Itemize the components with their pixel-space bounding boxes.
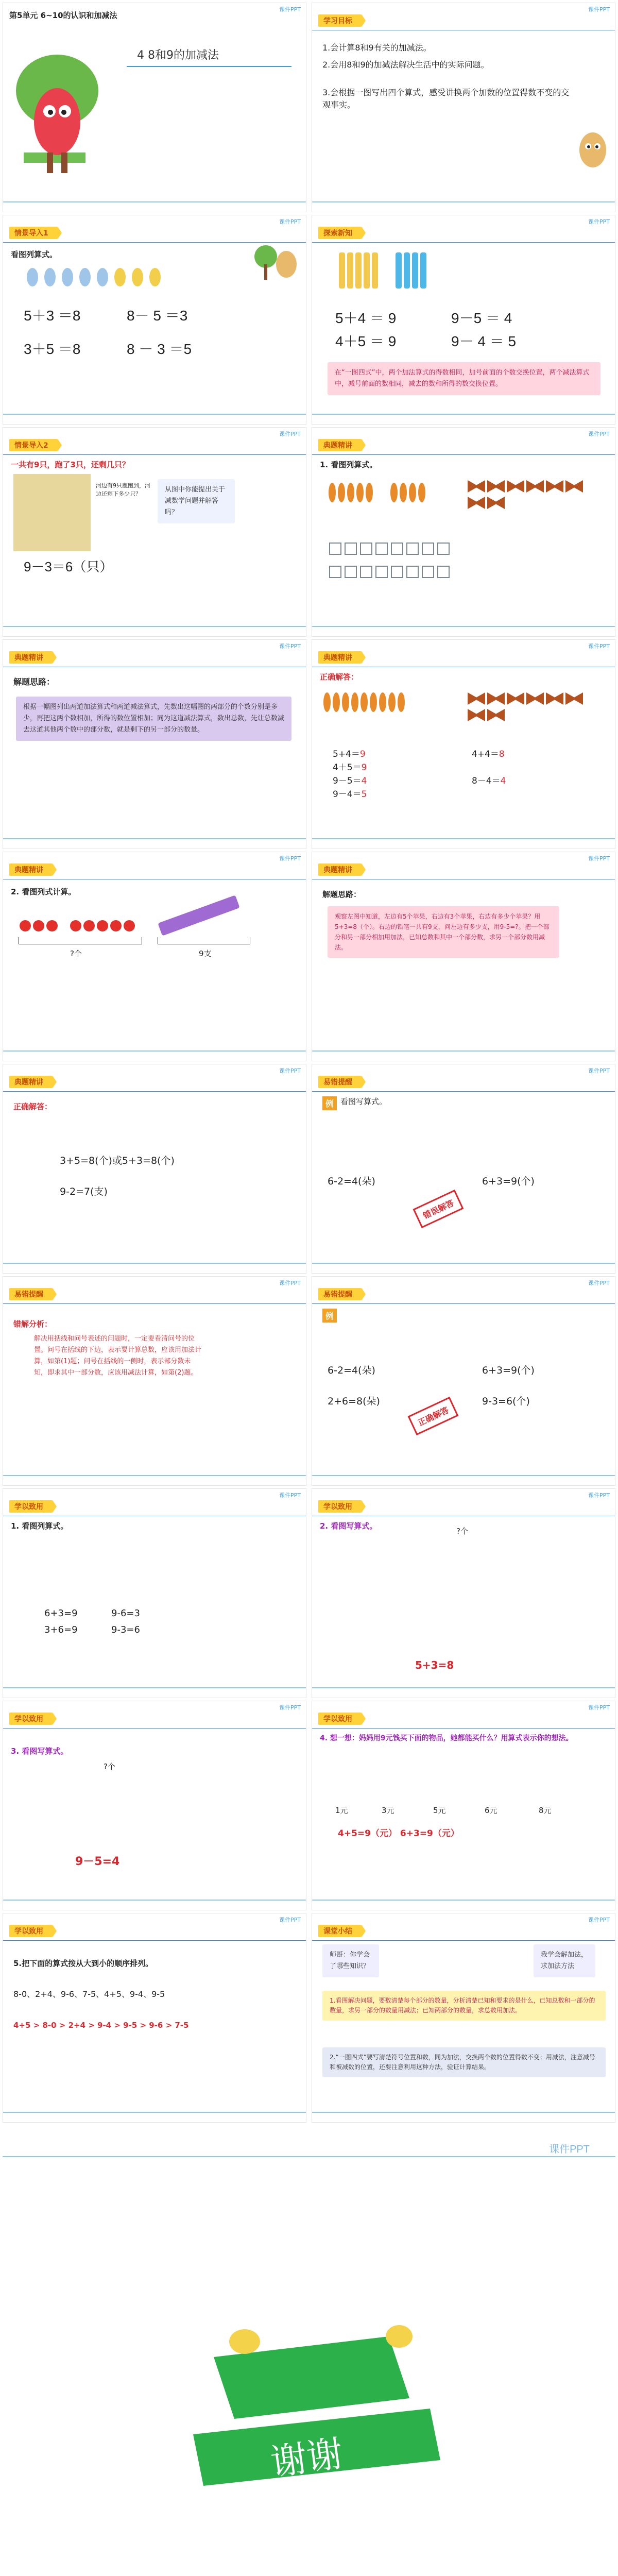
summary-box-1: 1.看图解决问题，要数清楚每个部分的数量，分析清楚已知和要求的是什么，已知总数和一部分的数量，求另一部分的数量用减法；已知两部分的数量，求总数用加法。 (322, 1991, 606, 2021)
eq-4: 9-3=6(个) (482, 1396, 530, 1407)
eq-2: 8－ 5 ＝3 (127, 308, 188, 324)
section-tag: 典题精讲 (318, 439, 362, 451)
correct-stamp: 正确解答 (408, 1397, 459, 1435)
leaf-group (328, 482, 426, 505)
section-tag: 典题精讲 (318, 863, 362, 876)
answer-heading: 正确解答： (320, 672, 359, 682)
eq-4: 9－5＝4 (333, 776, 367, 786)
price-4: 6元 (485, 1806, 497, 1815)
solution-text: 观察左图中知道，左边有5个苹果，右边有3个苹果，右边有多少个苹果？用5+3=8（个）。右边的铅笔一共有9支，问左边有多少支，用9-5=?。把一个部分和另一部分相加用加法，已知总数和其中一个部分数，求另一个部分数用减法。 (328, 906, 559, 958)
tree-character-illustration (8, 34, 106, 199)
eq-2: 9－5 ＝ 4 (451, 310, 512, 326)
apple-group (19, 919, 136, 935)
question: 看图写算式。 (340, 1097, 387, 1106)
section-tag: 典题精讲 (9, 1076, 53, 1088)
solution-heading: 解题思路： (13, 677, 55, 687)
section-tag: 情景导入2 (9, 439, 58, 451)
price-5: 8元 (539, 1806, 552, 1815)
answer: 5+3=8 (415, 1659, 454, 1671)
eq-row-3: 3+6=9 (44, 1624, 78, 1635)
answer: 9－3＝6（只） (24, 559, 113, 574)
example-label: 例 (322, 1096, 337, 1110)
slide-title (3, 3, 306, 212)
lantern-illustration (24, 267, 164, 290)
eq-1: 5＋4 ＝ 9 (335, 310, 397, 326)
eq-3: 4＋5 ＝ 9 (335, 333, 397, 349)
section-tag: 课堂小结 (318, 1925, 362, 1937)
summary-box-2: 2.“一图四式”要写清楚符号位置和数，同为加法，交换两个数的位置得数不变；用减法，注意减号和被减数的位置，还要注意利用这种方法，验证计算结果。 (322, 2047, 606, 2077)
pencil-box-image (158, 895, 239, 936)
slide-practice-3: 学以致用 课件PPT 3. 看图写算式。 ?个 9－5=4 (3, 1701, 306, 1910)
question: 1. 看图列算式。 (11, 1521, 68, 1531)
note-box: 在“一图四式”中，两个加法算式的得数相同，加号前面的个数交换位置，两个减法算式中，减号前面的数相同，减去的数和所得的数交换位置。 (328, 362, 600, 395)
slide-mistake-1: 易错提醒 课件PPT 例 看图写算式。 6-2=4(朵) 6+3=9(个) 错误解答 (312, 1064, 615, 1274)
expression-list: 8-0、2+4、9-6、7-5、4+5、9-4、9-5 (13, 1989, 165, 1999)
potato-character-icon (575, 127, 611, 173)
answer: 4+5 > 8-0 > 2+4 > 9-4 > 9-5 > 9-6 > 7-5 (13, 2021, 189, 2030)
eq-3: 4＋5＝9 (333, 762, 367, 773)
speech-bubble: 从图中你能提出关于减数学问题并解答吗？ (158, 479, 235, 523)
slide-example-3: 典题精讲 课件PPT 正确解答： 5+4＝9 4+4＝8 4＋5＝9 9－5＝4 8－4＝4 9－4＝5 (312, 639, 615, 849)
price-1: 1元 (335, 1806, 348, 1815)
answer: 9－5=4 (75, 1855, 120, 1868)
eq-3: 3＋5 ＝8 (24, 341, 81, 357)
unknown-label: ?个 (456, 1527, 468, 1536)
unknown-label: ?个 (70, 949, 82, 958)
eq-3: 2+6=8(朵) (328, 1396, 380, 1407)
goal-3: 3.会根据一图写出四个算式，感受讲换两个加数的位置得数不变的交观事实。 (322, 88, 570, 110)
butterfly-group (467, 691, 590, 724)
section-tag: 学以致用 (9, 1500, 53, 1513)
butterfly-group (467, 479, 590, 512)
question: 2. 看图列式计算。 (11, 887, 76, 896)
section-tag: 学以致用 (318, 1500, 362, 1513)
question: 5.把下面的算式按从大到小的顺序排列。 (13, 1959, 153, 1968)
slide-intro-2: 情景导入2 课件PPT 一共有9只，跑了3只，还剩几只？ 河边有9只鹿跑到，河边还剩下多少只？ 从图中你能提出关于减数学问题并解答吗？ 9－3＝6（只） (3, 427, 306, 637)
eq-4: 8 － 3 ＝5 (127, 341, 192, 357)
eq-4: 9－ 4 ＝ 5 (451, 333, 517, 349)
deer-scene-image (13, 474, 91, 551)
section-tag: 易错提醒 (9, 1288, 53, 1300)
eq-row-2: 9-6=3 (111, 1608, 140, 1619)
question: 看图列算式。 (11, 250, 58, 259)
question: 4. 想一想：妈妈用9元钱买下面的物品，她都能买什么？用算式表示你的想法。 (320, 1734, 573, 1742)
brand: 课件PPT (279, 6, 301, 13)
answer-1: 3+5=8(个)或5+3=8(个) (60, 1155, 175, 1166)
slide-explore: 探索新知 课件PPT 5＋4 ＝ 9 9－5 ＝ 4 4＋5 ＝ 9 9－ 4 ＝ 5 在“一图四式”中，两个加法算式的得数相同，加号前面的个数交换位置，两个减法算式中，减号前面的数相同，减去的数和所得的数交换位置。 (312, 215, 615, 425)
slide-mistake-2: 易错提醒 课件PPT 错解分析： 解决用括线和问号表述的问题时，一定要看清问号的位置。问号在括线的下边，表示要计算总数，应该用加法计算，如第(1)题；问号在括线的一侧时，表示部分数未知，即求其中一部分数，应该用减法计算，如第(2)题。 (3, 1276, 306, 1486)
eq-2: 6+3=9(个) (482, 1365, 535, 1376)
unit-title: 第5单元 6~10的认识和加减法 (9, 11, 117, 20)
slide-practice-2: 学以致用 课件PPT 2. 看图写算式。 ?个 5+3=8 (312, 1488, 615, 1698)
eq-row-1: 6+3=9 (44, 1608, 78, 1619)
solution-heading: 解题思路： (322, 890, 362, 899)
section-tag: 易错提醒 (318, 1076, 362, 1088)
slide-example-2: 典题精讲 课件PPT 解题思路： 根据一幅图列出两道加法算式和两道减法算式，先数出这幅图的两部分的个数分别是多少，再把这两个数相加，所得的数位置相加；同为这道减法算式，数出总数，先让总数减去这道其他两个数中的部分数，就是剩下的另一部分的数量。 (3, 639, 306, 849)
eq-row-4: 9-3=6 (111, 1624, 140, 1635)
thanks-text: 谢谢 (268, 2432, 346, 2484)
section-tag: 典题精讲 (9, 651, 53, 664)
slide-mistake-3: 易错提醒 课件PPT 例 6-2=4(朵) 6+3=9(个) 2+6=8(朵) 9-3=6(个) 正确解答 (312, 1276, 615, 1486)
answer-2: 9-2=7(支) (60, 1186, 108, 1197)
answer-bubble: 我学会解加法，求加法方法 (534, 1944, 595, 1977)
question: 一共有9只，跑了3只，还剩几只？ (11, 460, 130, 469)
analysis-heading: 错解分析： (13, 1319, 53, 1329)
section-tag: 学以致用 (318, 1713, 362, 1725)
analysis-text: 解决用括线和问号表述的问题时，一定要看清问号的位置。问号在括线的下边，表示要计算总数，应该用加法计算，如第(1)题；问号在括线的一侧时，表示部分数未知，即求其中一部分数，应该用减法计算，如第(2)题。 (34, 1335, 202, 1377)
tree-potato-icon (250, 241, 302, 282)
answer: 4+5=9（元） 6+3=9（元） (338, 1828, 459, 1839)
slide-intro-1: 情景导入1 课件PPT 看图列算式。 5＋3 ＝8 8－ 5 ＝3 3＋5 ＝8 8 － 3 ＝5 (3, 215, 306, 425)
eq-5: 8－4＝4 (472, 776, 506, 786)
eq-1: 6-2=4(朵) (328, 1365, 375, 1376)
section-tag: 情景导入1 (9, 227, 58, 239)
end-brand: 课件PPT (549, 2144, 590, 2155)
eq-2: 4+4＝8 (472, 749, 505, 759)
question: 1. 看图列算式。 (320, 460, 377, 469)
slide-goals: 学习目标 课件PPT 1.会计算8和9有关的加减法。 2.会用8和9的加减法解决生活中的实际问题。 3.会根据一图写出四个算式，感受讲换两个加数的位置得数不变的交观事实。 (312, 3, 615, 212)
lesson-title: 4 8和9的加减法 (137, 49, 219, 62)
slide-example-5: 典题精讲 课件PPT 解题思路： 观察左图中知道，左边有5个苹果，右边有3个苹果，右边有多少个苹果？用5+3=8（个）。右边的铅笔一共有9支，问左边有多少支，用9-5=?。把一个部分和另一部分相加用加法，已知总数和其中一个部分数，求另一个部分数用减法。 (312, 852, 615, 1061)
total-label: 9支 (199, 949, 212, 958)
slide-example-1: 典题精讲 课件PPT 1. 看图列算式。 (312, 427, 615, 637)
slide-end (3, 2125, 615, 2576)
eq-6: 9－4＝5 (333, 789, 367, 800)
slide-practice-4: 学以致用 课件PPT 4. 想一想：妈妈用9元钱买下面的物品，她都能买什么？用算式表示你的想法。 1元 3元 5元 6元 8元 4+5=9（元） 6+3=9（元） (312, 1701, 615, 1910)
slide-example-4: 典题精讲 课件PPT 2. 看图列式计算。 ?个 9支 (3, 852, 306, 1061)
question-bubble: 师哥：你学会了哪些知识？ (322, 1944, 379, 1977)
section-tag: 学习目标 (318, 14, 362, 27)
slide-example-6: 典题精讲 课件PPT 正确解答： 3+5=8(个)或5+3=8(个) 9-2=7(支) (3, 1064, 306, 1274)
box-row-2 (328, 564, 451, 582)
section-tag: 典题精讲 (318, 651, 362, 664)
slide-summary: 课堂小结 课件PPT 师哥：你学会了哪些知识？ 我学会解加法，求加法方法 1.看图解决问题，要数清楚每个部分的数量，分析清楚已知和要求的是什么，已知总数和一部分的数量，求另一部分的数量用减法；已知两部分的数量，求总数用加法。 2.“一图四式”要写清楚符号位置和数，同为加法，交换两个数的位置得数不变；用减法，注意减号和被减数的位置，还要注意利用这种方法，验证计算结果。 (312, 1913, 615, 2123)
question: 3. 看图写算式。 (11, 1747, 68, 1756)
eq-1: 5+4＝9 (333, 749, 366, 759)
eq-1: 6-2=4(朵) (328, 1176, 375, 1187)
price-2: 3元 (382, 1806, 394, 1815)
solution-text: 根据一幅图列出两道加法算式和两道减法算式，先数出这幅图的两部分的个数分别是多少，再把这两个数相加，所得的数位置相加；同为这道减法算式，数出总数，先让总数减去这道其他两个数中的部分数，就是剩下的另一部分的数量。 (16, 697, 291, 741)
example-label: 例 (322, 1309, 337, 1323)
price-3: 5元 (433, 1806, 446, 1815)
section-tag: 学以致用 (9, 1713, 53, 1725)
unknown-label: ?个 (104, 1762, 115, 1771)
slide-practice-1: 学以致用 课件PPT 1. 看图列算式。 6+3=9 9-6=3 3+6=9 9-3=6 (3, 1488, 306, 1698)
eq-1: 5＋3 ＝8 (24, 308, 81, 324)
section-tag: 易错提醒 (318, 1288, 362, 1300)
section-tag: 探索新知 (318, 227, 362, 239)
goal-2: 2.会用8和9的加减法解决生活中的实际问题。 (322, 60, 489, 70)
slide-practice-5: 学以致用 课件PPT 5.把下面的算式按从大到小的顺序排列。 8-0、2+4、9-6、7-5、4+5、9-4、9-5 4+5 > 8-0 > 2+4 > 9-4 > 9-5 > 9-6 > 7-5 (3, 1913, 306, 2123)
eq-2: 6+3=9(个) (482, 1176, 535, 1187)
leaf-group (322, 691, 406, 715)
section-tag: 典题精讲 (9, 863, 53, 876)
sticks-illustration (338, 251, 427, 292)
answer-heading: 正确解答： (13, 1102, 53, 1111)
error-stamp: 错误解答 (413, 1190, 464, 1228)
scene-note: 河边有9只鹿跑到，河边还剩下多少只？ (96, 482, 150, 497)
section-tag: 学以致用 (9, 1925, 53, 1937)
goal-1: 1.会计算8和9有关的加减法。 (322, 43, 432, 53)
box-row (328, 541, 451, 558)
question: 2. 看图写算式。 (320, 1521, 377, 1531)
